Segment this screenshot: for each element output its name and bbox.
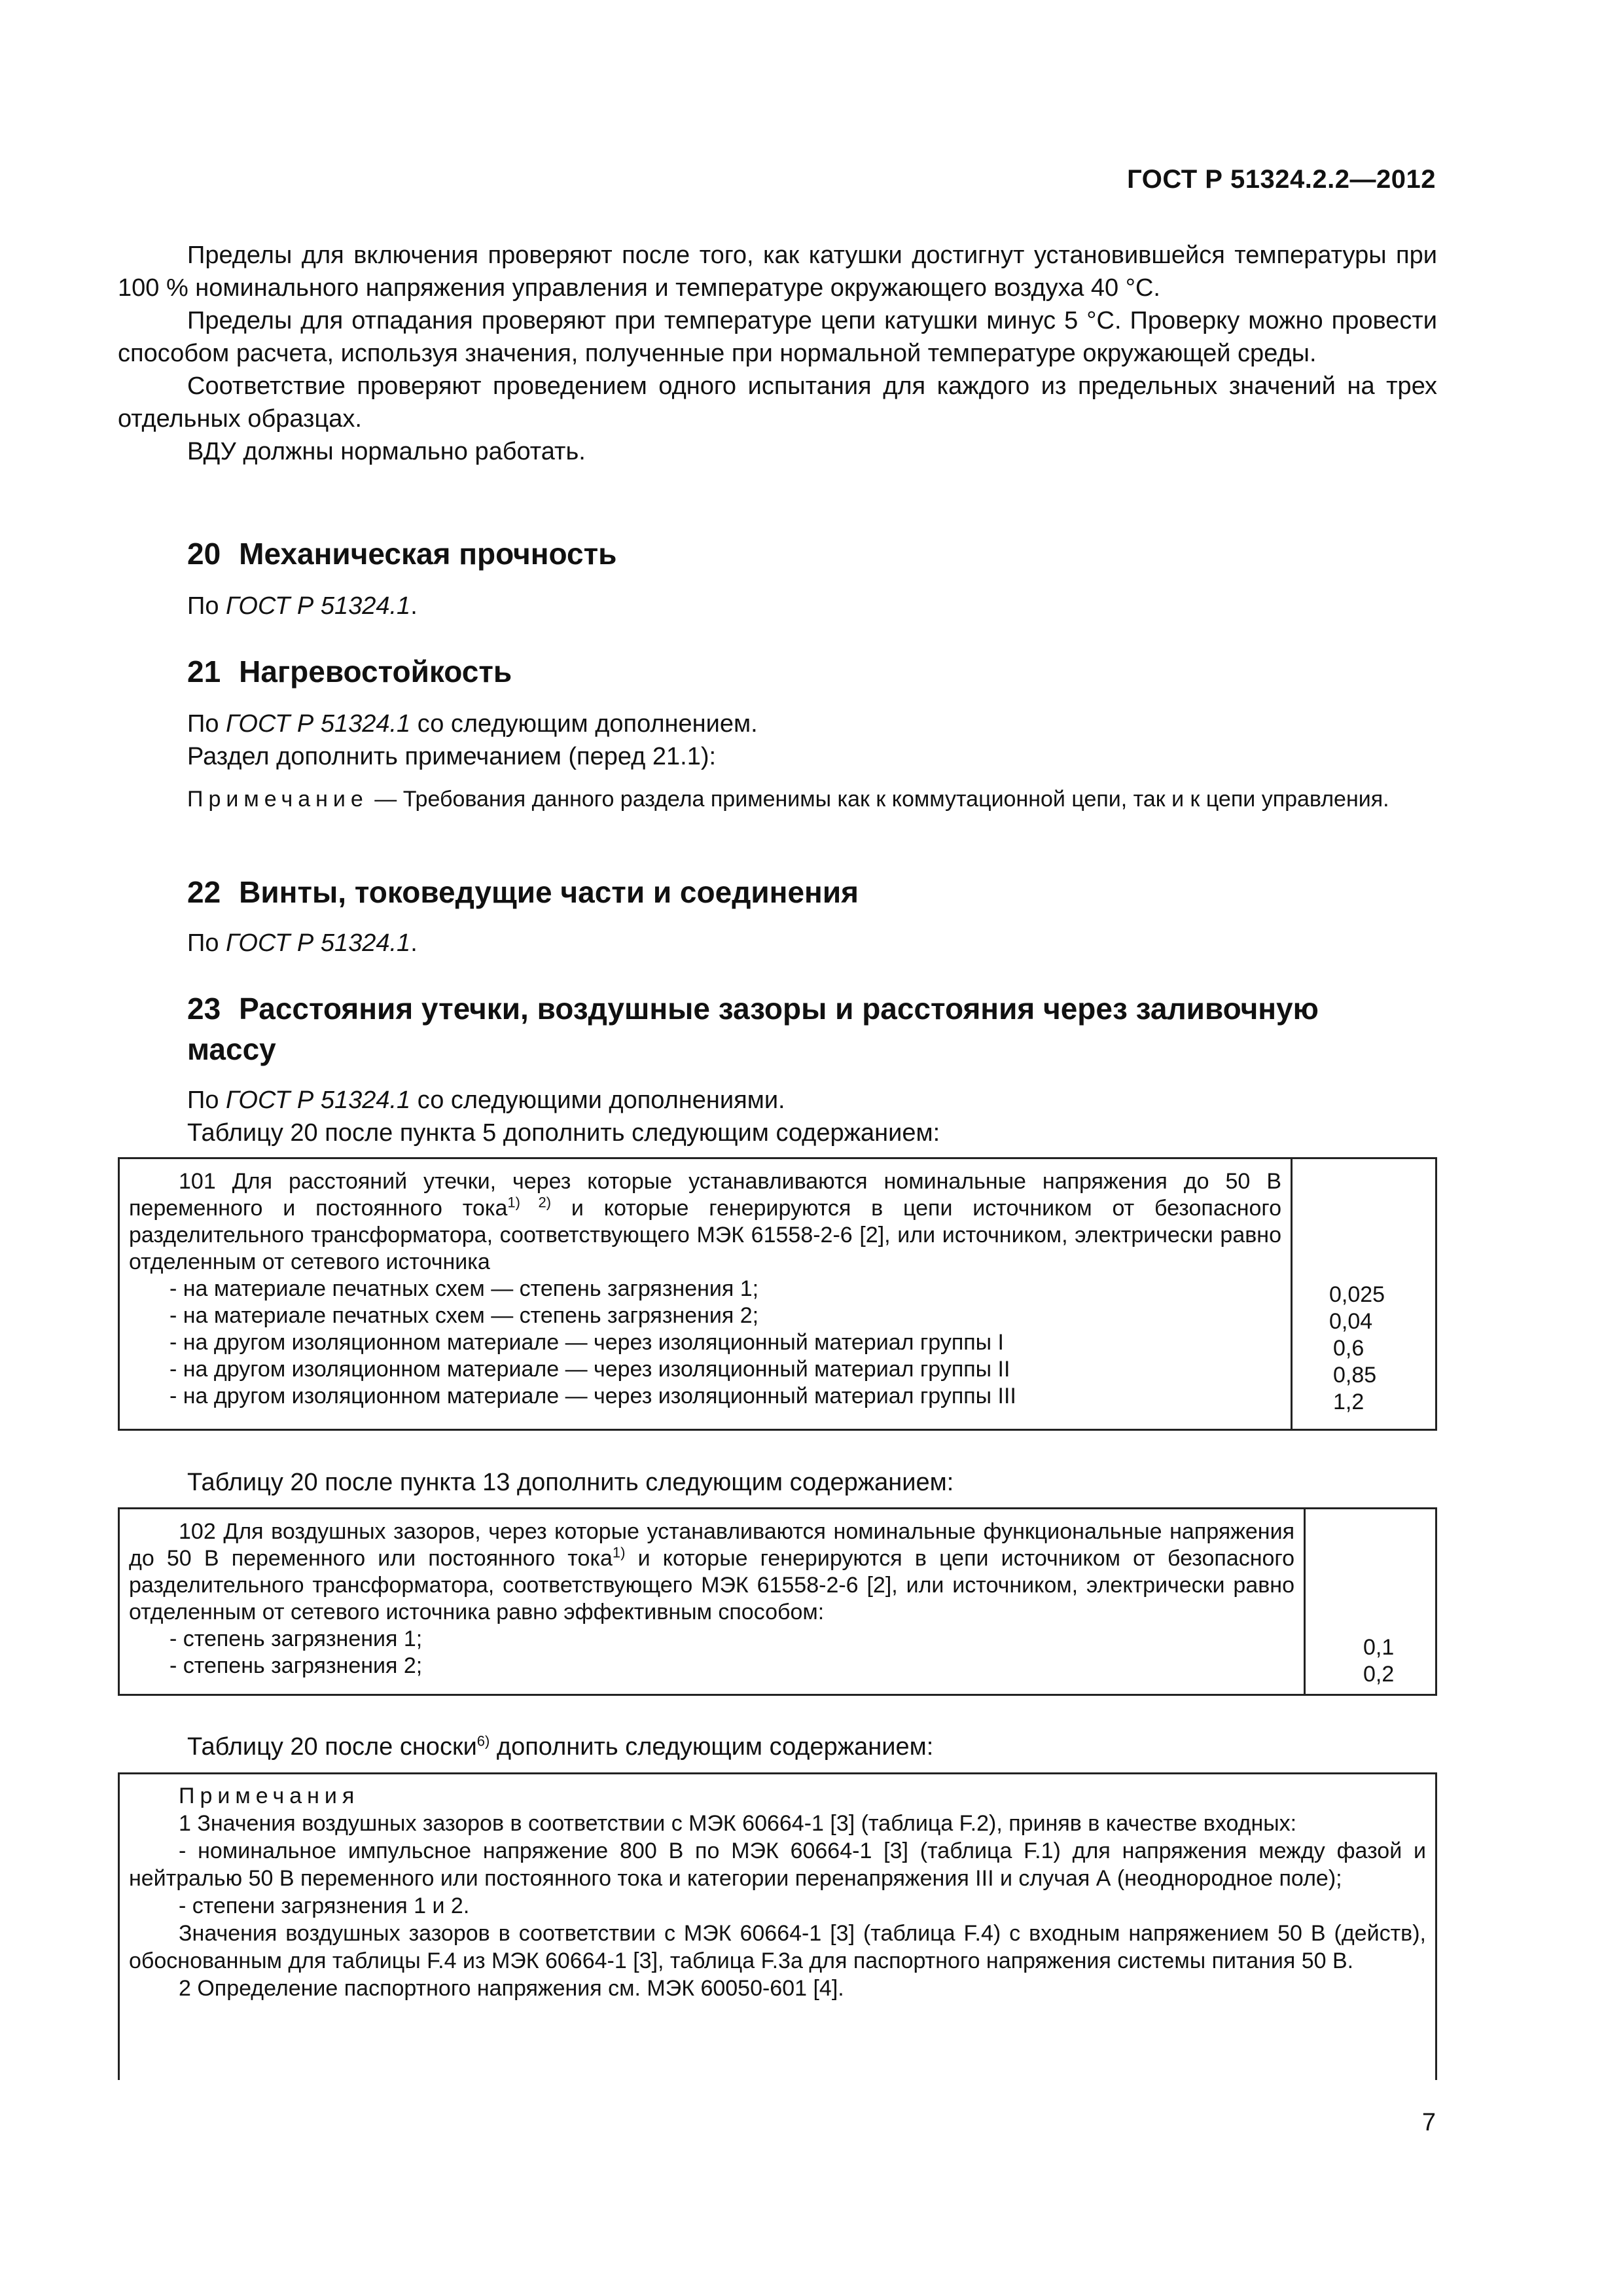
ref-prefix: По: [187, 592, 226, 620]
note-1-item-a: - номинальное импульсное напряжение 800 В по МЭК 60664-1 [3] (таблица F.1) для напряжения между фазой и нейтралью 50 В переменного или постоянного тока и категории перенапряжения III и случая А (неоднородное поле);: [129, 1839, 1426, 1891]
standard-ref: ГОСТ Р 51324.1: [226, 592, 411, 620]
note: [118, 785, 1437, 814]
instruction-text-b: дополнить следующим содержанием:: [490, 1733, 934, 1761]
ref-prefix: По: [187, 929, 226, 957]
ref-prefix: По: [187, 1086, 226, 1114]
section-ref: [118, 590, 1437, 622]
notes-cell: [120, 1774, 1435, 2002]
section-number: 23: [187, 992, 221, 1026]
ref-suffix: .: [410, 929, 418, 957]
section-instruction: Раздел дополнить примечанием (перед 21.1):: [187, 743, 717, 770]
section-number: 20: [187, 537, 221, 571]
note-1-item-c: Значения воздушных зазоров в соответствии с МЭК 60664-1 [3] (таблица F.4) с входным напряжением 50 В (действ), обоснованным для таблицы F.4 из МЭК 60664-1 [3], таблица F.3a для паспортного напряжения системы питания 50 В.: [129, 1921, 1426, 1973]
creepage-table: [118, 1157, 1437, 1431]
table-item-label: - на другом изоляционном материале — через изоляционный материал группы I: [169, 1330, 1004, 1355]
table-item-value: 0,1: [1363, 1635, 1395, 1660]
section-number: 22: [187, 875, 221, 909]
intro-paragraph-3: Соответствие проверяют проведением одного испытания для каждого из предельных значений на трех отдельных образцах.: [118, 372, 1437, 433]
note-label: Примечание: [187, 787, 368, 812]
note-1-item-b: - степени загрязнения 1 и 2.: [179, 1893, 470, 1918]
section-heading: [118, 988, 1437, 1029]
table-item-label: - на другом изоляционном материале — через изоляционный материал группы II: [169, 1357, 1010, 1382]
intro-paragraph-4: ВДУ должны нормально работать.: [187, 438, 586, 465]
table-item-value: 0,04: [1329, 1309, 1373, 1334]
intro-paragraph-2: Пределы для отпадания проверяют при температуре цепи катушки минус 5 °С. Проверку можно провести способом расчета, используя значения, полученные при нормальной температуре окружающей среды.: [118, 307, 1437, 367]
ref-suffix: со следующим дополнением.: [410, 710, 758, 738]
table-item-label: - степень загрязнения 1;: [169, 1626, 423, 1651]
section-title: Винты, токоведущие части и соединения: [239, 875, 859, 909]
table-text-b: и которые генерируются в цепи источником от безопасного разделительного трансформатора, соответствующего МЭК 61558-2-6 [2], или источником, электрически равно отделенным от сетевого источника: [129, 1196, 1281, 1274]
table-item-label: - на материале печатных схем — степень загрязнения 1;: [169, 1276, 759, 1301]
table-row-text: [120, 1509, 1304, 1626]
table-item-value: 1,2: [1333, 1390, 1364, 1414]
section-title: Механическая прочность: [239, 537, 617, 571]
note-2: 2 Определение паспортного напряжения см. МЭК 60050-601 [4].: [179, 1976, 844, 2001]
section-23: [118, 988, 1437, 1149]
ref-suffix: .: [410, 592, 418, 620]
table-text-a: 101 Для расстояний утечки, через которые устанавливаются номинальные напряжения до 50 В переменного и постоянного тока: [129, 1169, 1281, 1221]
document-header: ГОСТ Р 51324.2.2—2012: [1127, 165, 1436, 194]
clearance-table: [118, 1507, 1437, 1696]
table-item-value: 0,025: [1329, 1282, 1385, 1307]
section-ref: [118, 1084, 1437, 1117]
creepage-table-value-cell: [1293, 1159, 1435, 1429]
section-heading: [118, 872, 1437, 912]
section-heading: [118, 651, 1437, 692]
section-title-line-2: массу: [187, 1032, 276, 1066]
table-text-a: 102 Для воздушных зазоров, через которые устанавливаются номинальные функциональные напряжения до 50 В переменного или постоянного тока: [129, 1519, 1294, 1571]
footnote-ref: 6): [476, 1732, 490, 1749]
section-title: Нагревостойкость: [239, 655, 512, 689]
intro-block: [118, 239, 1437, 468]
note-1: 1 Значения воздушных зазоров в соответствии с МЭК 60664-1 [3] (таблица F.2), приняв в качестве входных:: [179, 1811, 1297, 1836]
instruction-line: Таблицу 20 после пункта 13 дополнить следующим содержанием:: [187, 1469, 954, 1496]
between-text-2: [118, 1731, 1437, 1763]
creepage-table-text-cell: [120, 1159, 1293, 1429]
notes-table: [118, 1772, 1437, 2080]
footnote-ref: 1): [612, 1544, 626, 1561]
standard-ref: ГОСТ Р 51324.1: [226, 929, 411, 957]
section-ref: [118, 708, 1437, 740]
table-text-b: и которые генерируются в цепи источником от безопасного разделительного трансформатора, соответствующего МЭК 61558-2-6 [2], или источником, электрически равно отделенным от сетевого источника равно эффективным способом:: [129, 1546, 1294, 1624]
section-instruction: Таблицу 20 после пункта 5 дополнить следующим содержанием:: [187, 1119, 940, 1147]
instruction-line: [118, 1731, 1437, 1763]
section-20: [118, 533, 1437, 622]
section-22: [118, 872, 1437, 960]
footnote-ref: 1) 2): [507, 1194, 552, 1211]
table-item-label: - степень загрязнения 2;: [169, 1653, 423, 1678]
section-number: 21: [187, 655, 221, 689]
section-21: [118, 651, 1437, 814]
standard-ref: ГОСТ Р 51324.1: [226, 710, 411, 738]
clearance-table-value-cell: [1306, 1509, 1435, 1694]
ref-prefix: По: [187, 710, 226, 738]
section-title-line-1: Расстояния утечки, воздушные зазоры и расстояния через заливочную: [239, 992, 1319, 1026]
page-number: 7: [1421, 2109, 1436, 2136]
table-item-value: 0,2: [1363, 1662, 1395, 1687]
section-heading: [118, 533, 1437, 574]
section-ref: [118, 927, 1437, 960]
clearance-table-text-cell: [120, 1509, 1306, 1694]
table-item-value: 0,6: [1333, 1336, 1364, 1361]
table-item-label: - на другом изоляционном материале — через изоляционный материал группы III: [169, 1384, 1016, 1408]
ref-suffix: со следующими дополнениями.: [410, 1086, 785, 1114]
table-row-text: [120, 1159, 1291, 1276]
instruction-text-a: Таблицу 20 после сноски: [187, 1733, 477, 1761]
notes-heading: Примечания: [179, 1784, 360, 1808]
note-text: — Требования данного раздела применимы как к коммутационной цепи, так и к цепи управления.: [368, 787, 1389, 812]
between-text-1: [118, 1466, 1437, 1499]
standard-ref: ГОСТ Р 51324.1: [226, 1086, 411, 1114]
table-item-label: - на материале печатных схем — степень загрязнения 2;: [169, 1303, 759, 1328]
table-item-value: 0,85: [1333, 1363, 1377, 1388]
intro-paragraph-1: Пределы для включения проверяют после того, как катушки достигнут установившейся температуры при 100 % номинального напряжения управления и температуре окружающего воздуха 40 °С.: [118, 242, 1437, 302]
